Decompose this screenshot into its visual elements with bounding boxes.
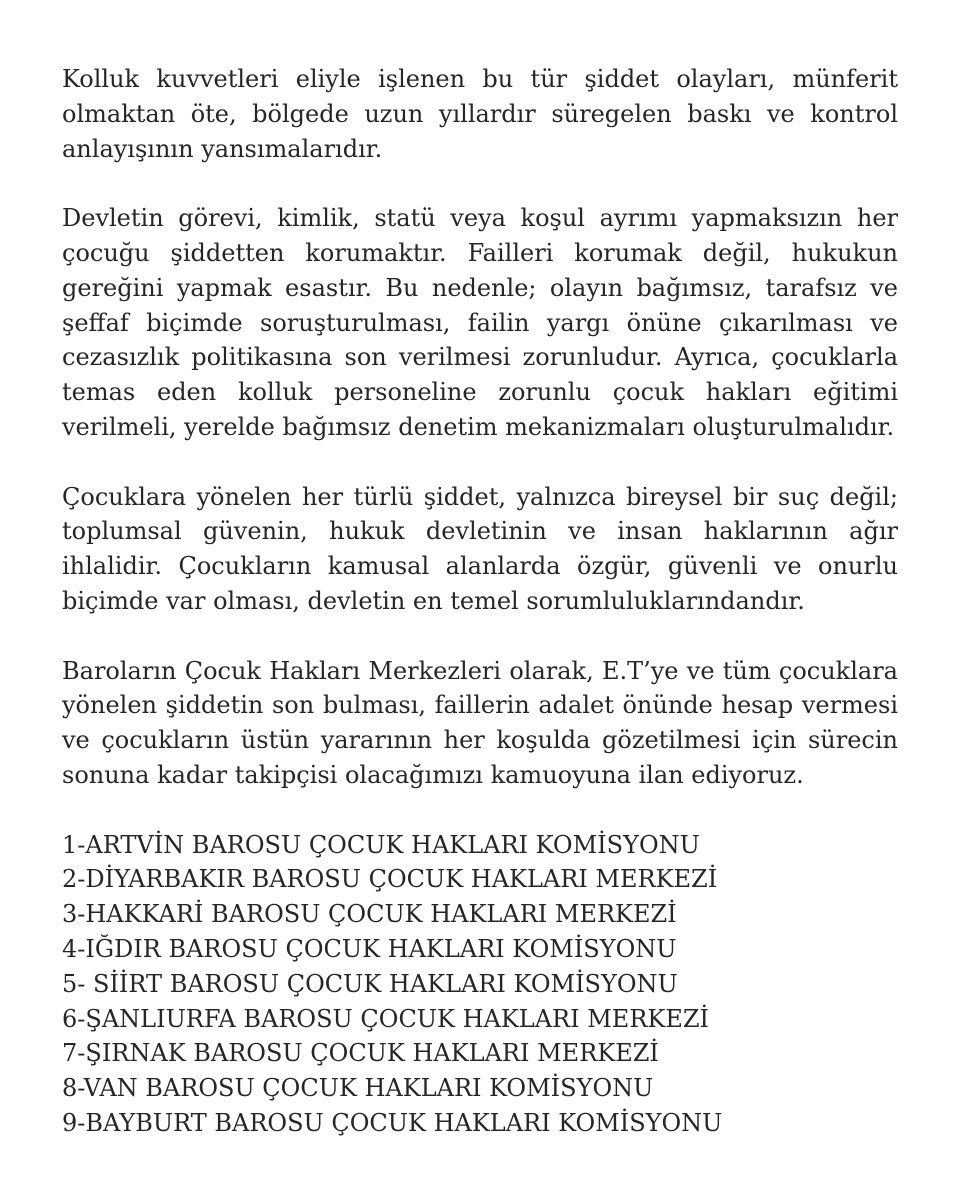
signatory-item: 4-IĞDIR BAROSU ÇOCUK HAKLARI KOMİSYONU bbox=[62, 934, 677, 963]
signatory-item: 8-VAN BAROSU ÇOCUK HAKLARI KOMİSYONU bbox=[62, 1074, 654, 1103]
signatory-item: 5- SİİRT BAROSU ÇOCUK HAKLARI KOMİSYONU bbox=[62, 969, 678, 998]
signatory-item: 2-DİYARBAKIR BAROSU ÇOCUK HAKLARI MERKEZİ bbox=[62, 865, 718, 894]
paragraph-rights-violation: Çocuklara yönelen her türlü şiddet, yalnızca bireysel bir suç değil; toplumsal güvenin, hukuk devletinin ve insan haklarının ağır ihlalidir. Çocukların kamusal alanlarda özgür, güvenli ve onurlu biçimde var olması, devletin en temel sorumluluklarındandır. bbox=[62, 482, 898, 615]
paragraph-state-duty: Devletin görevi, kimlik, statü veya koşul ayrımı yapmaksızın her çocuğu şiddetten korumaktır. Failleri korumak değil, hukukun gereğini yapmak esastır. Bu nedenle; olayın bağımsız, tarafsız ve şeffaf biçimde soruşturulması, failin yargı önüne çıkarılması ve cezasızlık politikasına son verilmesi zorunludur. Ayrıca, çocuklarla temas eden kolluk personeline zorunlu çocuk hakları eğitimi verilmeli, yerelde bağımsız denetim mekanizmaları oluşturulmalıdır. bbox=[62, 204, 898, 441]
signatory-list bbox=[62, 828, 898, 1141]
signatory-item: 9-BAYBURT BAROSU ÇOCUK HAKLARI KOMİSYONU bbox=[62, 1108, 723, 1137]
paragraph-declaration: Baroların Çocuk Hakları Merkezleri olarak, E.T’ye ve tüm çocuklara yönelen şiddetin son bulması, faillerin adalet önünde hesap vermesi ve çocukların üstün yararının her koşulda gözetilmesi için sürecin sonuna kadar takipçisi olacağımızı kamuoyuna ilan ediyoruz. bbox=[62, 656, 898, 789]
statement-document bbox=[62, 62, 898, 1141]
signatory-item: 6-ŞANLIURFA BAROSU ÇOCUK HAKLARI MERKEZİ bbox=[62, 1004, 710, 1033]
signatory-item: 7-ŞIRNAK BAROSU ÇOCUK HAKLARI MERKEZİ bbox=[62, 1039, 659, 1068]
signatory-item: 1-ARTVİN BAROSU ÇOCUK HAKLARI KOMİSYONU bbox=[62, 830, 700, 859]
signatory-item: 3-HAKKARİ BAROSU ÇOCUK HAKLARI MERKEZİ bbox=[62, 900, 677, 929]
paragraph-violence-context: Kolluk kuvvetleri eliyle işlenen bu tür şiddet olayları, münferit olmaktan öte, bölgede uzun yıllardır süregelen baskı ve kontrol anlayışının yansımalarıdır. bbox=[62, 65, 898, 163]
